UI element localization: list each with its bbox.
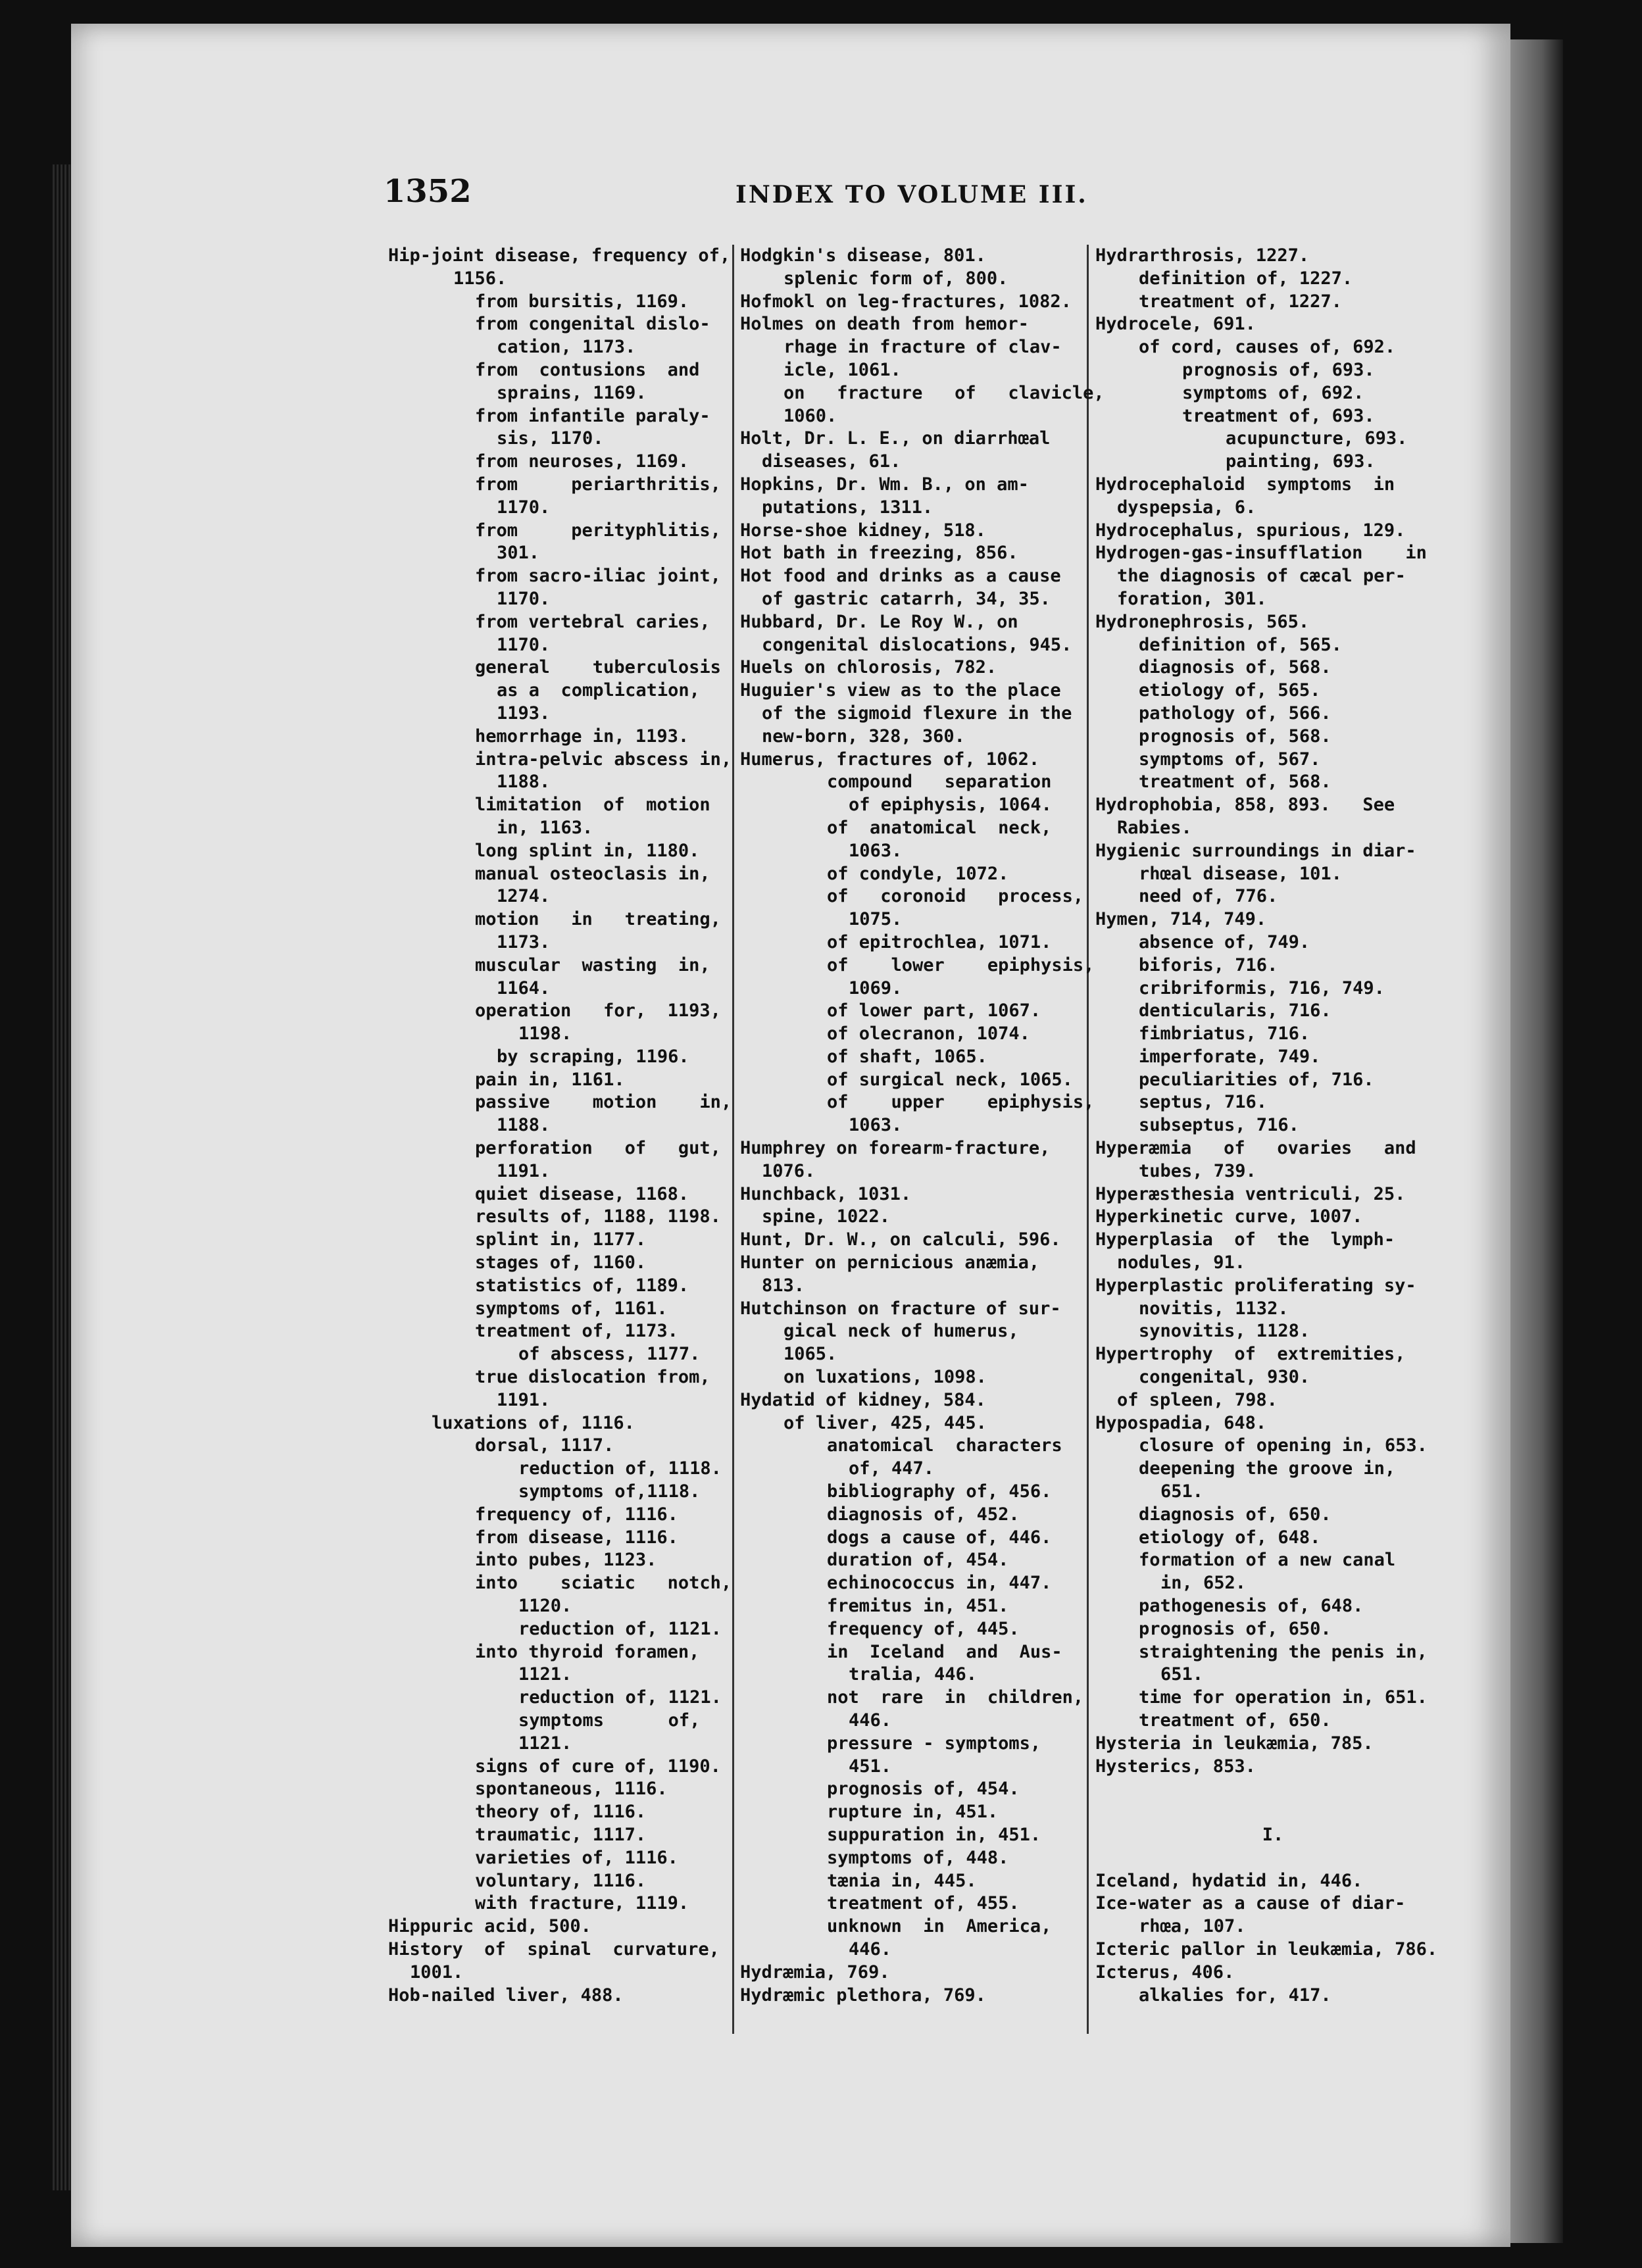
index-entry: Holt, Dr. L. E., on diarrhœal <box>740 428 1051 449</box>
index-entry: 651. <box>1160 1664 1204 1685</box>
index-entry: perforation of gut, <box>475 1138 721 1159</box>
index-entry <box>1095 1847 1451 1870</box>
index-entry: Ice-water as a cause of diar- <box>1095 1893 1406 1914</box>
index-entry: novitis, 1132. <box>1139 1298 1289 1319</box>
index-entry: etiology of, 648. <box>1139 1527 1321 1548</box>
index-entry: luxations of, 1116. <box>432 1412 635 1433</box>
index-entry: sprains, 1169. <box>497 382 647 403</box>
index-entry: nodules, 91. <box>1117 1252 1246 1273</box>
index-entry: of condyle, 1072. <box>827 863 1009 884</box>
index-entry: Hip-joint disease, frequency of, <box>388 245 731 266</box>
index-entry: with fracture, 1119. <box>475 1893 689 1914</box>
index-entry: Hyperæsthesia ventriculi, 25. <box>1095 1183 1406 1204</box>
index-entry: prognosis of, 650. <box>1139 1618 1331 1639</box>
index-entry: Hot bath in freezing, 856. <box>740 543 1018 564</box>
index-entry: Hygienic surroundings in diar- <box>1095 840 1416 861</box>
index-entry: foration, 301. <box>1117 588 1267 609</box>
index-entry: treatment of, 455. <box>827 1893 1020 1914</box>
index-entry: unknown in America, <box>827 1916 1052 1937</box>
index-entry: hemorrhage in, 1193. <box>475 726 689 747</box>
index-entry: pathology of, 566. <box>1139 703 1331 724</box>
index-entry: quiet disease, 1168. <box>475 1183 689 1204</box>
index-entry: definition of, 1227. <box>1139 268 1353 289</box>
index-entry: of olecranon, 1074. <box>827 1023 1030 1045</box>
index-entry: time for operation in, 651. <box>1139 1687 1428 1708</box>
index-entry: splenic form of, 800. <box>784 268 1008 289</box>
index-entry: long splint in, 1180. <box>475 840 700 861</box>
index-entry: Hydrocele, 691. <box>1095 314 1256 335</box>
index-entry: etiology of, 565. <box>1139 680 1321 701</box>
index-entry: duration of, 454. <box>827 1550 1009 1571</box>
index-entry: imperforate, 749. <box>1139 1046 1321 1067</box>
index-entry: from perityphlitis, <box>475 520 721 541</box>
index-entry: of anatomical neck, <box>827 817 1052 838</box>
index-entry: denticularis, 716. <box>1139 1000 1331 1022</box>
index-entry: Icterus, 406. <box>1095 1961 1235 1983</box>
index-entry: treatment of, 693. <box>1182 405 1375 426</box>
index-entry: 1069. <box>849 977 903 998</box>
index-entry: Hyperplastic proliferating sy- <box>1095 1275 1416 1296</box>
index-entry: by scraping, 1196. <box>497 1046 689 1067</box>
index-entry: frequency of, 1116. <box>475 1504 678 1525</box>
index-entry: Hofmokl on leg-fractures, 1082. <box>740 291 1072 312</box>
index-entry: from congenital dislo- <box>475 314 710 335</box>
index-entry: of liver, 425, 445. <box>784 1412 987 1433</box>
index-entry: Hunter on pernicious anæmia, <box>740 1252 1040 1273</box>
index-entry: 1188. <box>497 1115 551 1136</box>
index-entry: from infantile paraly- <box>475 405 710 426</box>
index-entry: putations, 1311. <box>762 497 933 518</box>
index-entry: of upper epiphysis, <box>827 1092 1095 1113</box>
index-entry: 1170. <box>497 497 551 518</box>
index-entry: into pubes, 1123. <box>475 1550 657 1571</box>
index-entry: from sacro-iliac joint, <box>475 566 721 587</box>
index-entry: Hysteria in leukæmia, 785. <box>1095 1733 1374 1754</box>
page-title: INDEX TO VOLUME III. <box>735 181 1088 209</box>
index-entry: on luxations, 1098. <box>784 1367 987 1388</box>
index-entry: dyspepsia, 6. <box>1117 497 1256 518</box>
index-entry: tubes, 739. <box>1139 1160 1256 1181</box>
index-entry: absence of, 749. <box>1139 931 1310 952</box>
index-entry: Holmes on death from hemor- <box>740 314 1029 335</box>
index-entry: true dislocation from, <box>475 1367 710 1388</box>
index-entry: 1170. <box>497 588 551 609</box>
index-entry: 446. <box>849 1710 892 1731</box>
index-entry: Hymen, 714, 749. <box>1095 909 1267 930</box>
index-entry: Hutchinson on fracture of sur- <box>740 1298 1061 1319</box>
index-entry: splint in, 1177. <box>475 1229 647 1250</box>
index-entry: reduction of, 1118. <box>518 1458 722 1479</box>
index-entry: statistics of, 1189. <box>475 1275 689 1296</box>
index-entry: rupture in, 451. <box>827 1802 999 1823</box>
index-entry <box>1095 1778 1451 1801</box>
index-entry: in Iceland and Aus- <box>827 1641 1062 1662</box>
index-entry: rhœa, 107. <box>1139 1916 1246 1937</box>
index-entry: limitation of motion <box>475 795 710 816</box>
index-entry: Hyperplasia of the lymph- <box>1095 1229 1395 1250</box>
index-entry: results of, 1188, 1198. <box>475 1206 721 1227</box>
index-entry: Hubbard, Dr. Le Roy W., on <box>740 611 1018 632</box>
index-column-3 <box>1095 245 1451 2007</box>
index-entry: Iceland, hydatid in, 446. <box>1095 1870 1363 1891</box>
index-entry: treatment of, 1227. <box>1139 291 1342 312</box>
section-heading: I. <box>1262 1824 1284 1845</box>
index-entry: Hot food and drinks as a cause <box>740 566 1061 587</box>
index-entry: biforis, 716. <box>1139 954 1278 975</box>
index-entry: prognosis of, 568. <box>1139 726 1331 747</box>
index-entry: passive motion in, <box>475 1092 732 1113</box>
index-entry: 1156. <box>453 268 507 289</box>
index-entry: from vertebral caries, <box>475 611 710 632</box>
index-entry: 1188. <box>497 772 551 793</box>
index-entry: synovitis, 1128. <box>1139 1321 1310 1342</box>
index-entry: 1193. <box>497 703 551 724</box>
index-entry: symptoms of, <box>518 1710 701 1731</box>
index-entry: fremitus in, 451. <box>827 1596 1009 1617</box>
index-entry: Hypospadia, 648. <box>1095 1412 1267 1433</box>
index-entry: Hydrophobia, 858, 893. See <box>1095 795 1395 816</box>
index-entry: 1198. <box>518 1023 572 1045</box>
index-entry: Hypertrophy of extremities, <box>1095 1344 1406 1365</box>
index-entry: definition of, 565. <box>1139 634 1342 655</box>
index-entry: prognosis of, 693. <box>1182 359 1375 380</box>
index-column-1 <box>388 245 743 2007</box>
index-entry: Hydrocephalus, spurious, 129. <box>1095 520 1406 541</box>
index-entry: from periarthritis, <box>475 474 721 495</box>
index-entry: from contusions and <box>475 359 700 380</box>
index-entry: 1001. <box>410 1961 464 1983</box>
index-entry: 451. <box>849 1756 892 1777</box>
index-entry: frequency of, 445. <box>827 1618 1020 1639</box>
index-entry: congenital, 930. <box>1139 1367 1310 1388</box>
index-entry <box>1095 1801 1451 1824</box>
index-entry: Hydræmia, 769. <box>740 1961 890 1983</box>
index-entry: from disease, 1116. <box>475 1527 678 1548</box>
index-entry: painting, 693. <box>1226 451 1376 472</box>
index-entry: prognosis of, 454. <box>827 1779 1020 1800</box>
index-entry: traumatic, 1117. <box>475 1824 647 1845</box>
index-entry: of lower part, 1067. <box>827 1000 1041 1022</box>
index-entry: Hopkins, Dr. Wm. B., on am- <box>740 474 1029 495</box>
index-entry: Hob-nailed liver, 488. <box>388 1985 624 2006</box>
index-entry: 301. <box>497 543 540 564</box>
index-entry: 1274. <box>497 886 551 907</box>
index-entry: 1120. <box>518 1596 572 1617</box>
index-entry: 1060. <box>784 405 837 426</box>
index-entry: of surgical neck, 1065. <box>827 1069 1073 1090</box>
index-entry: Hydrogen-gas-insufflation in <box>1095 543 1427 564</box>
index-entry: diagnosis of, 650. <box>1139 1504 1331 1525</box>
index-entry: Huels on chlorosis, 782. <box>740 657 997 678</box>
index-entry: Hydræmic plethora, 769. <box>740 1985 986 2006</box>
index-entry: deepening the groove in, <box>1139 1458 1396 1479</box>
index-entry: of epitrochlea, 1071. <box>827 931 1052 952</box>
index-entry: into sciatic notch, <box>475 1573 732 1594</box>
index-entry: general tuberculosis <box>475 657 721 678</box>
index-entry: 813. <box>762 1275 805 1296</box>
index-entry: Hydrarthrosis, 1227. <box>1095 245 1310 266</box>
index-entry: 1191. <box>497 1160 551 1181</box>
index-entry: diagnosis of, 452. <box>827 1504 1020 1525</box>
index-entry: Hydrocephaloid symptoms in <box>1095 474 1395 495</box>
index-entry: new-born, 328, 360. <box>762 726 965 747</box>
index-entry: of gastric catarrh, 34, 35. <box>762 588 1051 609</box>
index-entry: 1121. <box>518 1733 572 1754</box>
index-entry: symptoms of, 1161. <box>475 1298 668 1319</box>
index-entry: operation for, 1193, <box>475 1000 721 1022</box>
index-entry: of cord, causes of, 692. <box>1139 337 1396 358</box>
index-entry: Rabies. <box>1117 817 1192 838</box>
index-entry: dorsal, 1117. <box>475 1435 614 1456</box>
index-entry: in, 652. <box>1160 1573 1247 1594</box>
index-entry: Horse-shoe kidney, 518. <box>740 520 986 541</box>
index-entry: tænia in, 445. <box>827 1870 977 1891</box>
index-entry: rhœal disease, 101. <box>1139 863 1342 884</box>
index-entry: into thyroid foramen, <box>475 1641 700 1662</box>
index-entry: 1191. <box>497 1389 551 1410</box>
index-entry: septus, 716. <box>1139 1092 1268 1113</box>
index-entry: echinococcus in, 447. <box>827 1573 1052 1594</box>
page-edge <box>1510 39 1563 2243</box>
index-entry: 1075. <box>849 909 903 930</box>
index-entry: treatment of, 1173. <box>475 1321 678 1342</box>
index-entry: varieties of, 1116. <box>475 1847 678 1868</box>
index-entry: in, 1163. <box>497 817 593 838</box>
index-entry: 1164. <box>497 977 551 998</box>
index-entry: suppuration in, 451. <box>827 1824 1041 1845</box>
index-entry: alkalies for, 417. <box>1139 1985 1331 2006</box>
book-binding <box>53 164 72 2190</box>
index-entry: spontaneous, 1116. <box>475 1779 668 1800</box>
index-entry: stages of, 1160. <box>475 1252 647 1273</box>
index-entry: straightening the penis in, <box>1139 1641 1428 1662</box>
index-entry: fimbriatus, 716. <box>1139 1023 1310 1045</box>
index-entry: Humphrey on forearm-fracture, <box>740 1138 1051 1159</box>
index-entry: peculiarities of, 716. <box>1139 1069 1374 1090</box>
index-entry: spine, 1022. <box>762 1206 891 1227</box>
index-entry: pain in, 1161. <box>475 1069 625 1090</box>
index-entry: formation of a new canal <box>1139 1550 1396 1571</box>
index-entry: cribriformis, 716, 749. <box>1139 977 1385 998</box>
index-entry: need of, 776. <box>1139 886 1278 907</box>
index-entry: treatment of, 650. <box>1139 1710 1331 1731</box>
index-entry: dogs a cause of, 446. <box>827 1527 1052 1548</box>
index-entry: rhage in fracture of clav- <box>784 337 1062 358</box>
index-entry: 1173. <box>497 931 551 952</box>
index-entry: History of spinal curvature, <box>388 1938 720 1960</box>
index-entry: reduction of, 1121. <box>518 1618 722 1639</box>
index-entry: on fracture of clavicle, <box>784 382 1105 403</box>
index-entry: theory of, 1116. <box>475 1802 647 1823</box>
index-entry: Icteric pallor in leukæmia, 786. <box>1095 1938 1438 1960</box>
index-entry: diseases, 61. <box>762 451 901 472</box>
index-entry: 1076. <box>762 1160 816 1181</box>
index-entry: of the sigmoid flexure in the <box>762 703 1072 724</box>
index-entry: of, 447. <box>849 1458 935 1479</box>
index-entry: Hunt, Dr. W., on calculi, 596. <box>740 1229 1061 1250</box>
index-entry: of lower epiphysis, <box>827 954 1095 975</box>
index-entry: symptoms of, 692. <box>1182 382 1364 403</box>
index-entry: Hodgkin's disease, 801. <box>740 245 986 266</box>
index-entry: Hydronephrosis, 565. <box>1095 611 1310 632</box>
index-entry: reduction of, 1121. <box>518 1687 722 1708</box>
index-entry: congenital dislocations, 945. <box>762 634 1072 655</box>
index-entry: icle, 1061. <box>784 359 901 380</box>
index-entry: motion in treating, <box>475 909 721 930</box>
index-entry: of epiphysis, 1064. <box>849 795 1052 816</box>
index-entry: Hysterics, 853. <box>1095 1756 1256 1777</box>
index-entry: of shaft, 1065. <box>827 1046 987 1067</box>
index-entry: pressure - symptoms, <box>827 1733 1041 1754</box>
index-entry: from neuroses, 1169. <box>475 451 689 472</box>
index-entry: from bursitis, 1169. <box>475 291 689 312</box>
index-entry: gical neck of humerus, <box>784 1321 1019 1342</box>
index-entry: Hyperæmia of ovaries and <box>1095 1138 1416 1159</box>
index-entry: manual osteoclasis in, <box>475 863 710 884</box>
index-entry: symptoms of, 567. <box>1139 749 1321 770</box>
index-entry: cation, 1173. <box>497 337 636 358</box>
index-entry: 1063. <box>849 1115 903 1136</box>
index-entry: 1063. <box>849 840 903 861</box>
index-entry: the diagnosis of cæcal per- <box>1117 566 1406 587</box>
index-entry: of spleen, 798. <box>1117 1389 1278 1410</box>
index-entry: 651. <box>1160 1481 1204 1502</box>
index-entry: 1065. <box>784 1344 837 1365</box>
index-entry: diagnosis of, 568. <box>1139 657 1331 678</box>
index-column-2 <box>740 245 1105 2007</box>
index-entry: subseptus, 716. <box>1139 1115 1299 1136</box>
index-entry: treatment of, 568. <box>1139 772 1331 793</box>
index-entry: Hydatid of kidney, 584. <box>740 1389 986 1410</box>
index-entry: anatomical characters <box>827 1435 1062 1456</box>
index-entry: symptoms of,1118. <box>518 1481 701 1502</box>
index-entry: Hunchback, 1031. <box>740 1183 912 1204</box>
index-entry: 1121. <box>518 1664 572 1685</box>
index-entry: symptoms of, 448. <box>827 1847 1009 1868</box>
index-entry: Huguier's view as to the place <box>740 680 1061 701</box>
index-entry: of abscess, 1177. <box>518 1344 701 1365</box>
index-entry: compound separation <box>827 772 1052 793</box>
index-entry: of coronoid process, <box>827 886 1084 907</box>
index-entry: tralia, 446. <box>849 1664 978 1685</box>
page-number: 1352 <box>384 173 472 210</box>
index-entry: muscular wasting in, <box>475 954 710 975</box>
index-entry: as a complication, <box>497 680 700 701</box>
index-entry: pathogenesis of, 648. <box>1139 1596 1364 1617</box>
index-entry: 446. <box>849 1938 892 1960</box>
index-entry: 1170. <box>497 634 551 655</box>
index-entry: intra-pelvic abscess in, <box>475 749 732 770</box>
index-entry: acupuncture, 693. <box>1226 428 1408 449</box>
index-entry: voluntary, 1116. <box>475 1870 647 1891</box>
index-entry: bibliography of, 456. <box>827 1481 1052 1502</box>
index-entry: not rare in children, <box>827 1687 1084 1708</box>
index-entry: sis, 1170. <box>497 428 604 449</box>
index-entry: Humerus, fractures of, 1062. <box>740 749 1040 770</box>
index-entry: closure of opening in, 653. <box>1139 1435 1428 1456</box>
index-entry: Hippuric acid, 500. <box>388 1916 591 1937</box>
index-entry: signs of cure of, 1190. <box>475 1756 721 1777</box>
index-entry: Hyperkinetic curve, 1007. <box>1095 1206 1363 1227</box>
